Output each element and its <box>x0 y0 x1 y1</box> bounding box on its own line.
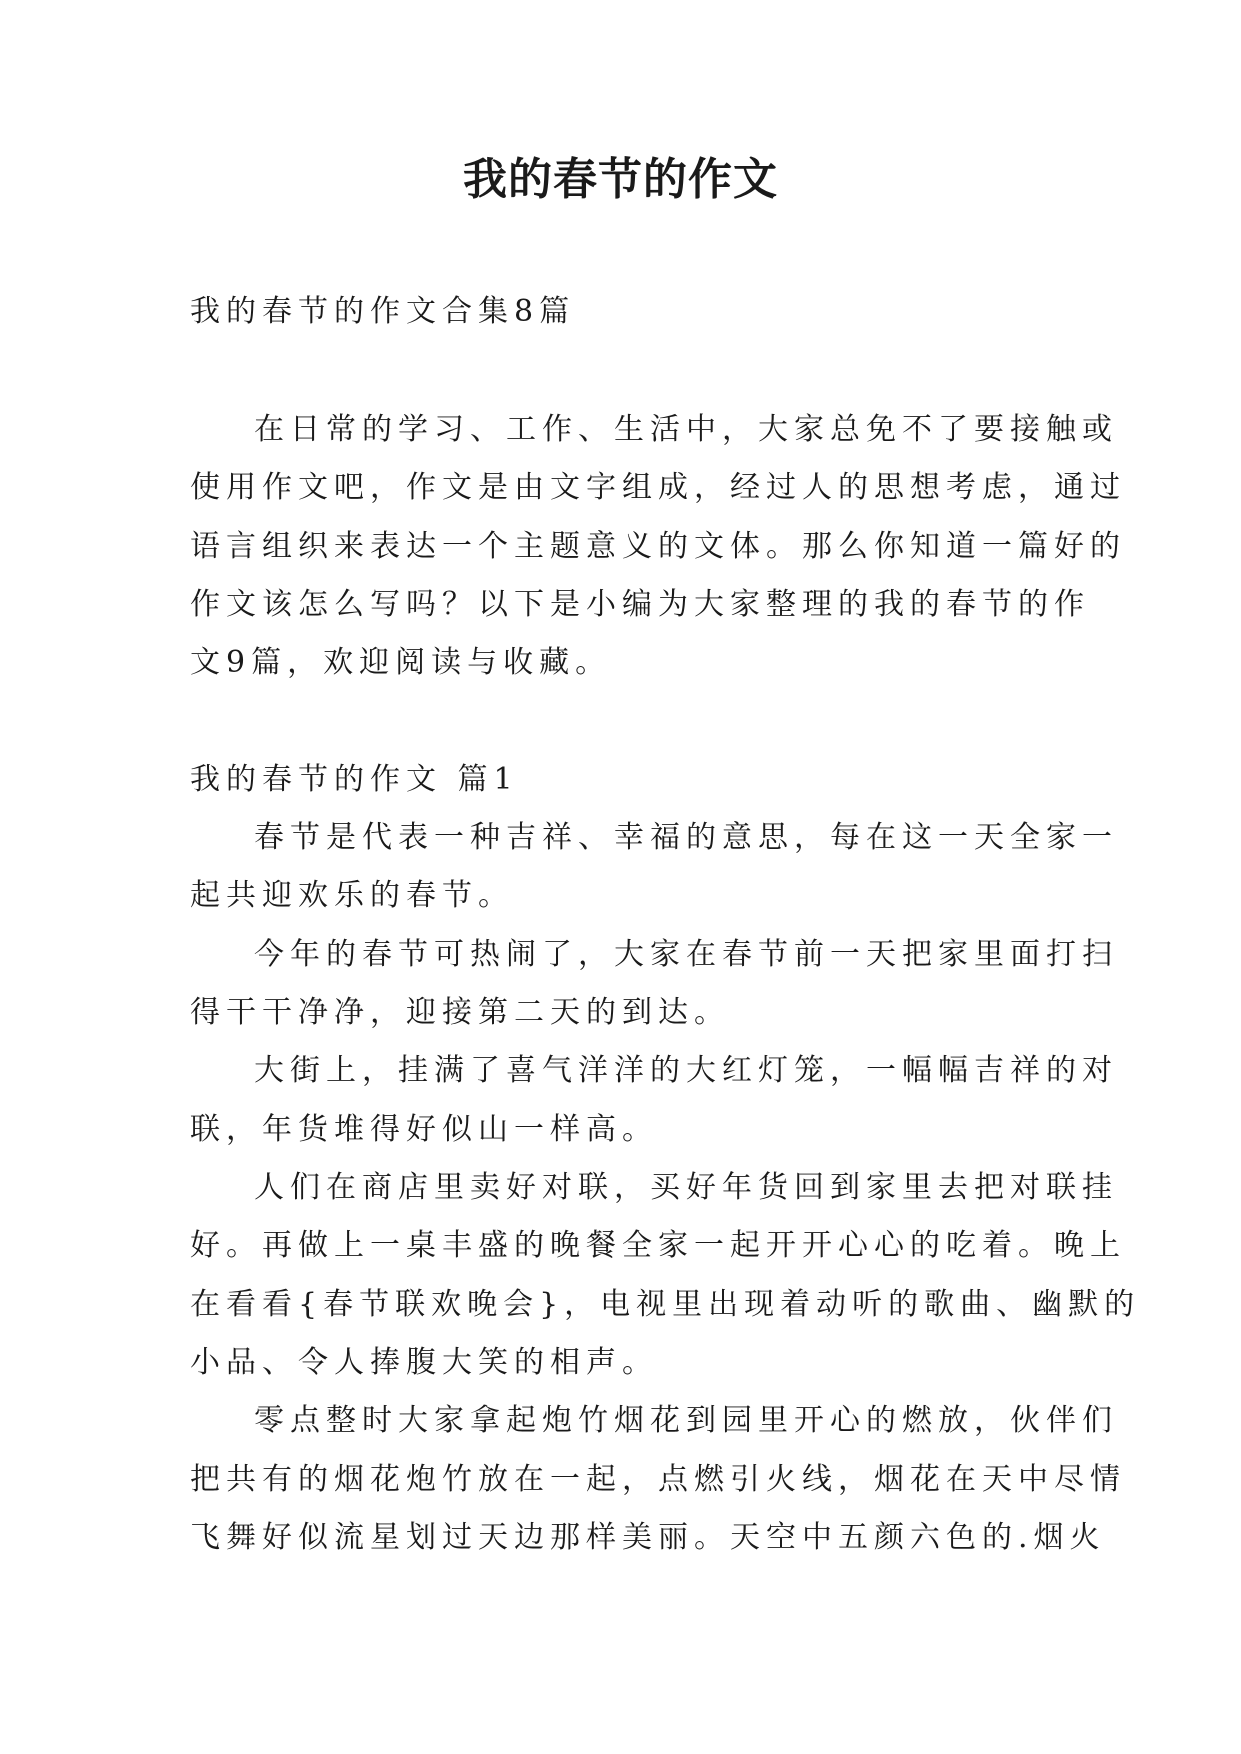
intro-line: 语言组织来表达一个主题意义的文体。那么你知道一篇好的 <box>190 529 1126 564</box>
body-line: 大街上，挂满了喜气洋洋的大红灯笼，一幅幅吉祥的对 <box>254 1053 1118 1088</box>
section-heading: 我的春节的作文 篇1 <box>190 762 519 797</box>
body-line: 飞舞好似流星划过天边那样美丽。天空中五颜六色的.烟火 <box>190 1520 1106 1555</box>
intro-line: 使用作文吧，作文是由文字组成，经过人的思想考虑，通过 <box>190 470 1126 505</box>
collection-subtitle: 我的春节的作文合集8篇 <box>190 294 576 329</box>
body-line: 得干干净净，迎接第二天的到达。 <box>190 995 730 1030</box>
body-line: 把共有的烟花炮竹放在一起，点燃引火线，烟花在天中尽情 <box>190 1462 1126 1497</box>
intro-line: 作文该怎么写吗？以下是小编为大家整理的我的春节的作 <box>190 587 1090 622</box>
body-line: 起共迎欢乐的春节。 <box>190 878 514 913</box>
intro-line: 在日常的学习、工作、生活中，大家总免不了要接触或 <box>254 412 1118 447</box>
body-line: 小品、令人捧腹大笑的相声。 <box>190 1345 658 1380</box>
body-line: 在看看{春节联欢晚会}，电视里出现着动听的歌曲、幽默的 <box>190 1287 1141 1322</box>
body-line: 今年的春节可热闹了，大家在春节前一天把家里面打扫 <box>254 937 1118 972</box>
body-line: 好。再做上一桌丰盛的晚餐全家一起开开心心的吃着。晚上 <box>190 1228 1126 1263</box>
document-title: 我的春节的作文 <box>463 154 778 205</box>
body-line: 零点整时大家拿起炮竹烟花到园里开心的燃放，伙伴们 <box>254 1403 1118 1438</box>
body-line: 人们在商店里卖好对联，买好年货回到家里去把对联挂 <box>254 1170 1118 1205</box>
body-line: 春节是代表一种吉祥、幸福的意思，每在这一天全家一 <box>254 820 1118 855</box>
intro-line: 文9篇，欢迎阅读与收藏。 <box>190 645 612 680</box>
body-line: 联，年货堆得好似山一样高。 <box>190 1112 658 1147</box>
